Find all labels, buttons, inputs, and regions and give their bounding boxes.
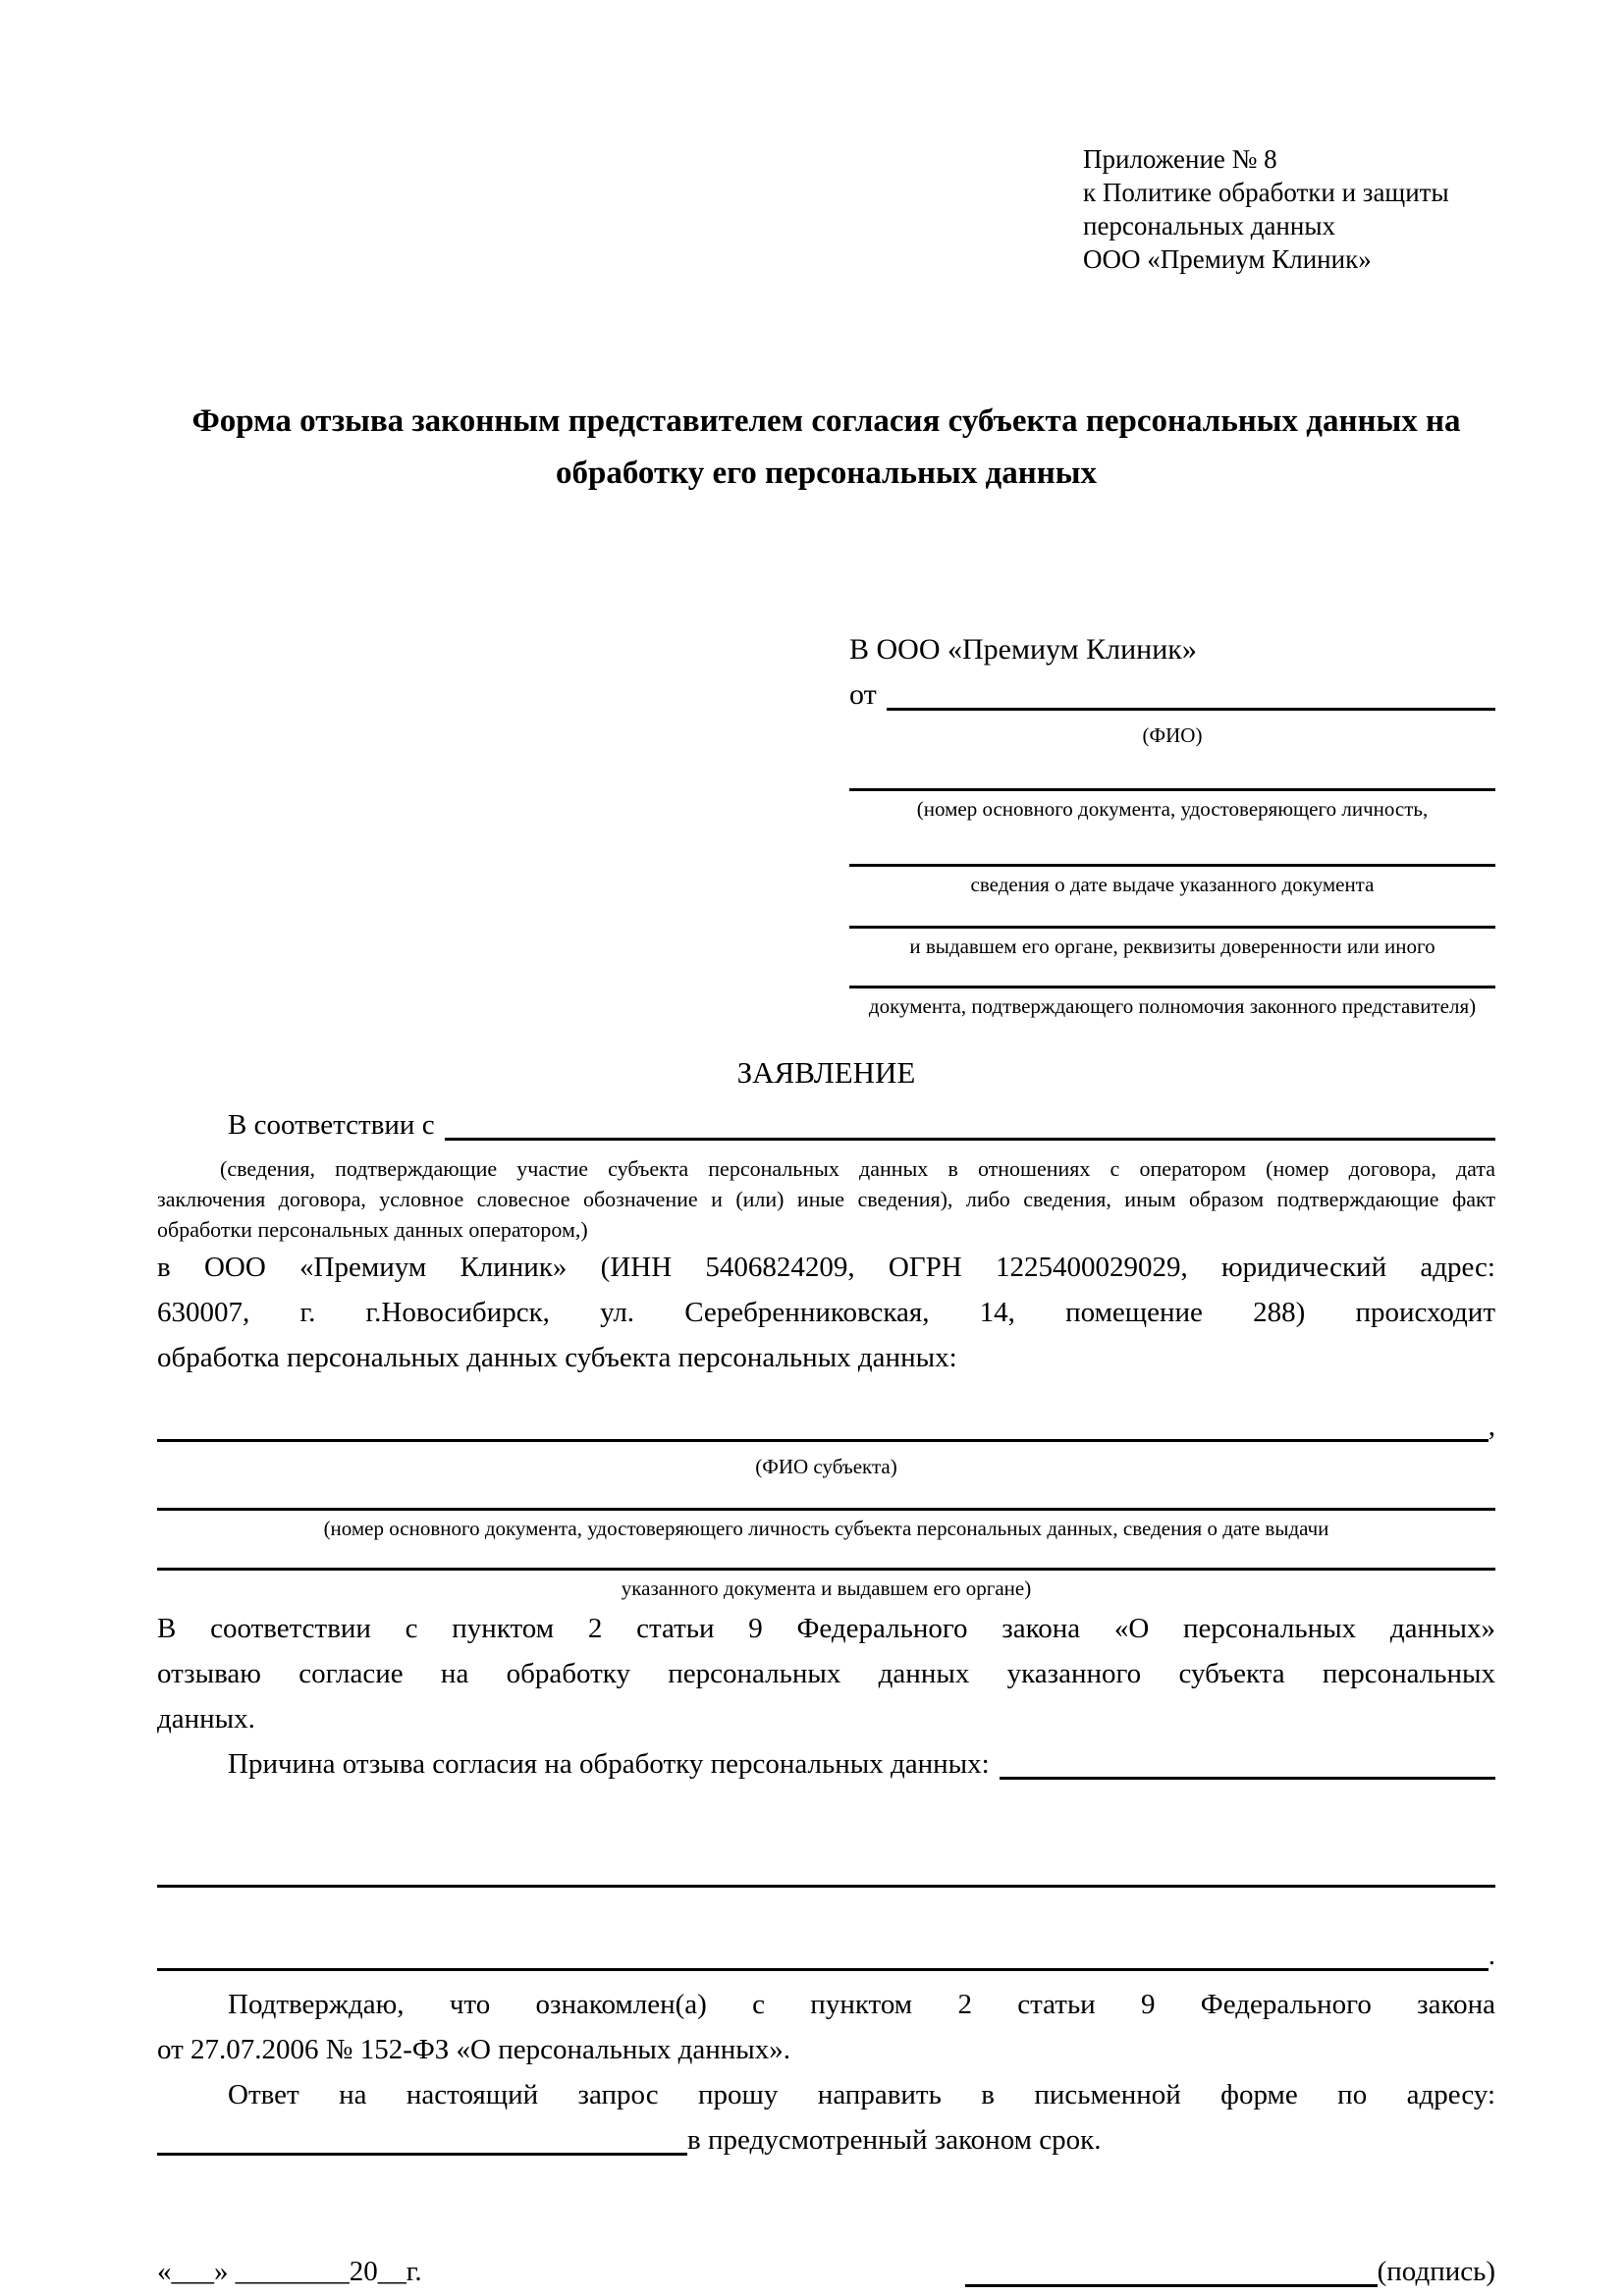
representative-doc-blank-line <box>849 864 1495 867</box>
appendix-header-line: Приложение № 8 <box>1083 144 1277 174</box>
reply-suffix: в предусмотренный законом срок. <box>687 2124 1102 2156</box>
reason-extra-blank-line <box>157 1885 1495 1888</box>
subject-doc-caption: (номер основного документа, удостоверяющего личность субъекта персональных данных, сведения о дате выдачи <box>323 1517 1329 1540</box>
accordance-label: В соответствии с <box>228 1109 435 1141</box>
subject-doc-blank-line <box>157 1508 1495 1511</box>
document-title: Форма отзыва законным представителем согласия субъекта персональных данных на обработку его персональных данных <box>191 403 1461 491</box>
from-label: от <box>849 678 877 711</box>
representative-doc-blank-line <box>849 788 1495 791</box>
representative-doc-caption: и выдавшем его органе, реквизиты доверенности или иного <box>909 934 1435 958</box>
from-blank-line <box>887 708 1495 711</box>
signature-group <box>965 2249 1495 2294</box>
reply-address-row <box>157 2117 1495 2163</box>
representative-doc-blank-line <box>849 926 1495 929</box>
withdrawal-paragraph <box>157 1606 1495 1741</box>
subject-doc-blank-line <box>157 1568 1495 1571</box>
reason-extra-blank-line <box>157 1968 1489 1971</box>
operator-paragraph-line: 630007, г. г.Новосибирск, ул. Серебренниковская, 14, помещение 288) происходит <box>157 1297 1495 1328</box>
reason-extra-blank-row <box>157 1933 1495 1978</box>
signature-caption: (подпись) <box>1377 2256 1495 2287</box>
reply-request-line: Ответ на настоящий запрос прошу направить в письменной форме по адресу: <box>228 2079 1495 2110</box>
subject-fio-blank-line <box>157 1439 1489 1442</box>
reason-trailing-period: . <box>1488 1940 1495 1971</box>
operator-paragraph-line: обработка персональных данных субъекта персональных данных: <box>157 1342 957 1373</box>
confirmation-paragraph-line: Подтверждаю, что ознакомлен(а) с пунктом 2 статьи 9 Федерального закона <box>228 1989 1495 2020</box>
recipient-organization: В ООО «Премиум Клиник» <box>849 633 1197 666</box>
operator-paragraph-line: в ООО «Премиум Клиник» (ИНН 5406824209, ОГРН 1225400029029, юридический адрес: <box>157 1252 1495 1283</box>
accordance-blank-line <box>445 1138 1495 1141</box>
footer-row <box>157 2249 1495 2294</box>
reason-row <box>157 1741 1495 1787</box>
subject-doc-caption: указанного документа и выдавшем его органе) <box>621 1576 1032 1600</box>
from-row <box>849 672 1495 718</box>
confirmation-paragraph-line: от 27.07.2006 № 152-ФЗ «О персональных данных». <box>157 2034 791 2065</box>
reason-blank-line <box>1000 1777 1495 1780</box>
withdrawal-paragraph-line: данных. <box>157 1703 255 1735</box>
appendix-header <box>1083 142 1495 276</box>
note-line: (сведения, подтверждающие участие субъекта персональных данных в отношениях с оператором (номер договора, дата <box>220 1156 1495 1181</box>
appendix-header-line: к Политике обработки и защиты <box>1083 178 1449 207</box>
recipient-block <box>849 627 1495 1018</box>
signature-blank-line <box>965 2284 1378 2287</box>
reason-label: Причина отзыва согласия на обработку персональных данных: <box>228 1748 990 1780</box>
withdrawal-paragraph-line: отзываю согласие на обработку персональных данных указанного субъекта персональных <box>157 1658 1495 1689</box>
reply-address-blank-line <box>157 2153 687 2156</box>
subject-fio-row <box>157 1404 1495 1449</box>
appendix-header-line: персональных данных <box>1083 211 1335 240</box>
accordance-row <box>157 1102 1495 1148</box>
accordance-note <box>157 1153 1495 1245</box>
appendix-header-line: ООО «Премиум Клиник» <box>1083 244 1372 274</box>
representative-doc-caption: сведения о дате выдаче указанного документа <box>970 873 1375 896</box>
statement-heading: ЗАЯВЛЕНИЕ <box>736 1055 916 1090</box>
date-placeholder: «___» ________20__г. <box>157 2256 422 2287</box>
confirmation-paragraph <box>157 1982 1495 2072</box>
representative-doc-caption: (номер основного документа, удостоверяющего личность, <box>916 797 1429 821</box>
subject-trailing-comma: , <box>1488 1411 1495 1442</box>
fio-caption: (ФИО) <box>1142 723 1203 747</box>
representative-doc-caption: документа, подтверждающего полномочия законного представителя) <box>868 994 1477 1018</box>
representative-doc-blank-line <box>849 986 1495 988</box>
subject-fio-caption: (ФИО субъекта) <box>755 1455 897 1478</box>
note-line: обработки персональных данных оператором,) <box>157 1217 588 1242</box>
note-line: заключения договора, условное словесное обозначение и (или) иные сведения), либо сведения, иным образом подтверждающие факт <box>157 1187 1495 1211</box>
withdrawal-paragraph-line: В соответствии с пунктом 2 статьи 9 Федерального закона «О персональных данных» <box>157 1613 1495 1644</box>
operator-paragraph <box>157 1245 1495 1380</box>
